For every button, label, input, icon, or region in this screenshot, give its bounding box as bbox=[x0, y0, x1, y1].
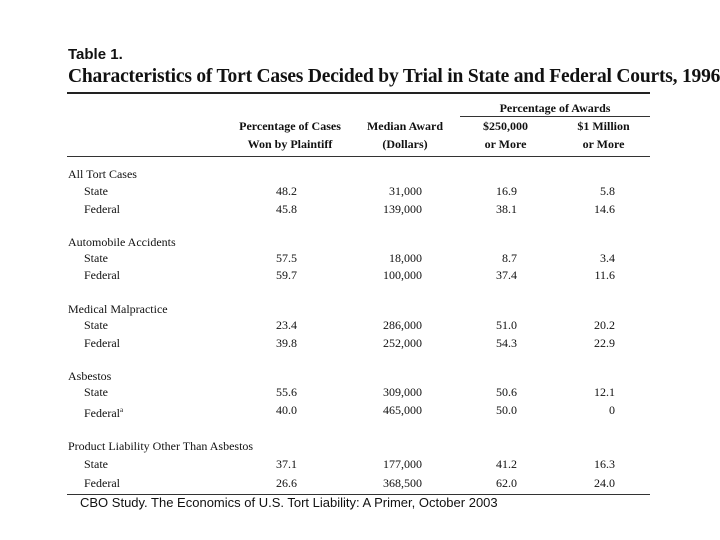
cell-1m: 16.3 bbox=[594, 457, 615, 471]
col-1m-header-2: or More bbox=[582, 137, 625, 151]
cell-won: 26.6 bbox=[276, 476, 297, 490]
footnote-marker: a bbox=[119, 406, 124, 414]
cell-median: 139,000 bbox=[383, 202, 422, 216]
group-label: Automobile Accidents bbox=[68, 235, 176, 249]
row-label: Federal bbox=[84, 268, 120, 282]
cell-median: 252,000 bbox=[383, 336, 422, 350]
cell-won: 40.0 bbox=[276, 403, 297, 417]
cell-median: 31,000 bbox=[389, 184, 422, 198]
cell-median: 368,500 bbox=[383, 476, 422, 490]
cell-won: 45.8 bbox=[276, 202, 297, 216]
cell-1m: 11.6 bbox=[594, 268, 615, 282]
cell-250k: 62.0 bbox=[496, 476, 517, 490]
cell-won: 37.1 bbox=[276, 457, 297, 471]
col-1m-header-1: $1 Million bbox=[577, 119, 630, 133]
cell-won: 55.6 bbox=[276, 385, 297, 399]
group-label: Medical Malpractice bbox=[68, 302, 168, 316]
row-label: State bbox=[84, 385, 108, 399]
cell-1m: 22.9 bbox=[594, 336, 615, 350]
row-label: State bbox=[84, 318, 108, 332]
cell-1m: 24.0 bbox=[594, 476, 615, 490]
cell-won: 48.2 bbox=[276, 184, 297, 198]
row-label-text: Federal bbox=[84, 406, 120, 420]
col-won-header-2: Won by Plaintiff bbox=[247, 137, 333, 151]
col-median-header-1: Median Award bbox=[366, 119, 444, 133]
table-title: Characteristics of Tort Cases Decided by Trial in State and Federal Courts, 1996 bbox=[68, 66, 720, 87]
row-label: Federal bbox=[84, 336, 120, 350]
header-rule bbox=[67, 156, 650, 157]
group-label: All Tort Cases bbox=[68, 167, 137, 181]
cell-250k: 37.4 bbox=[496, 268, 517, 282]
cell-250k: 38.1 bbox=[496, 202, 517, 216]
cell-median: 465,000 bbox=[383, 403, 422, 417]
cell-1m: 20.2 bbox=[594, 318, 615, 332]
cell-1m: 5.8 bbox=[600, 184, 615, 198]
col-250k-header-1: $250,000 bbox=[483, 119, 528, 133]
cell-250k: 16.9 bbox=[496, 184, 517, 198]
row-label: State bbox=[84, 251, 108, 265]
cell-won: 23.4 bbox=[276, 318, 297, 332]
cell-1m: 14.6 bbox=[594, 202, 615, 216]
row-label: Federal bbox=[84, 202, 120, 216]
cell-won: 57.5 bbox=[276, 251, 297, 265]
col-median-header-2: (Dollars) bbox=[382, 137, 428, 151]
row-label: State bbox=[84, 457, 108, 471]
cell-250k: 41.2 bbox=[496, 457, 517, 471]
row-label: State bbox=[84, 184, 108, 198]
col-250k-header-2: or More bbox=[484, 137, 527, 151]
cell-1m: 3.4 bbox=[600, 251, 615, 265]
awards-group-header: Percentage of Awards bbox=[499, 101, 611, 115]
group-label: Asbestos bbox=[68, 369, 112, 383]
cell-250k: 51.0 bbox=[496, 318, 517, 332]
table-label: Table 1. bbox=[68, 46, 123, 63]
cell-median: 100,000 bbox=[383, 268, 422, 282]
cell-250k: 54.3 bbox=[496, 336, 517, 350]
cell-median: 18,000 bbox=[389, 251, 422, 265]
row-label bbox=[84, 403, 123, 420]
source-caption: CBO Study. The Economics of U.S. Tort Liability: A Primer, October 2003 bbox=[80, 495, 498, 510]
cell-250k: 50.0 bbox=[496, 403, 517, 417]
row-label: Federal bbox=[84, 476, 120, 490]
cell-1m: 12.1 bbox=[594, 385, 615, 399]
cell-250k: 50.6 bbox=[496, 385, 517, 399]
cell-250k: 8.7 bbox=[502, 251, 517, 265]
cell-1m: 0 bbox=[609, 403, 615, 417]
cell-won: 39.8 bbox=[276, 336, 297, 350]
group-label: Product Liability Other Than Asbestos bbox=[68, 439, 254, 453]
col-won-header-1: Percentage of Cases bbox=[239, 119, 341, 133]
title-rule bbox=[67, 92, 650, 94]
cell-median: 177,000 bbox=[383, 457, 422, 471]
cell-won: 59.7 bbox=[276, 268, 297, 282]
cell-median: 286,000 bbox=[383, 318, 422, 332]
cell-median: 309,000 bbox=[383, 385, 422, 399]
